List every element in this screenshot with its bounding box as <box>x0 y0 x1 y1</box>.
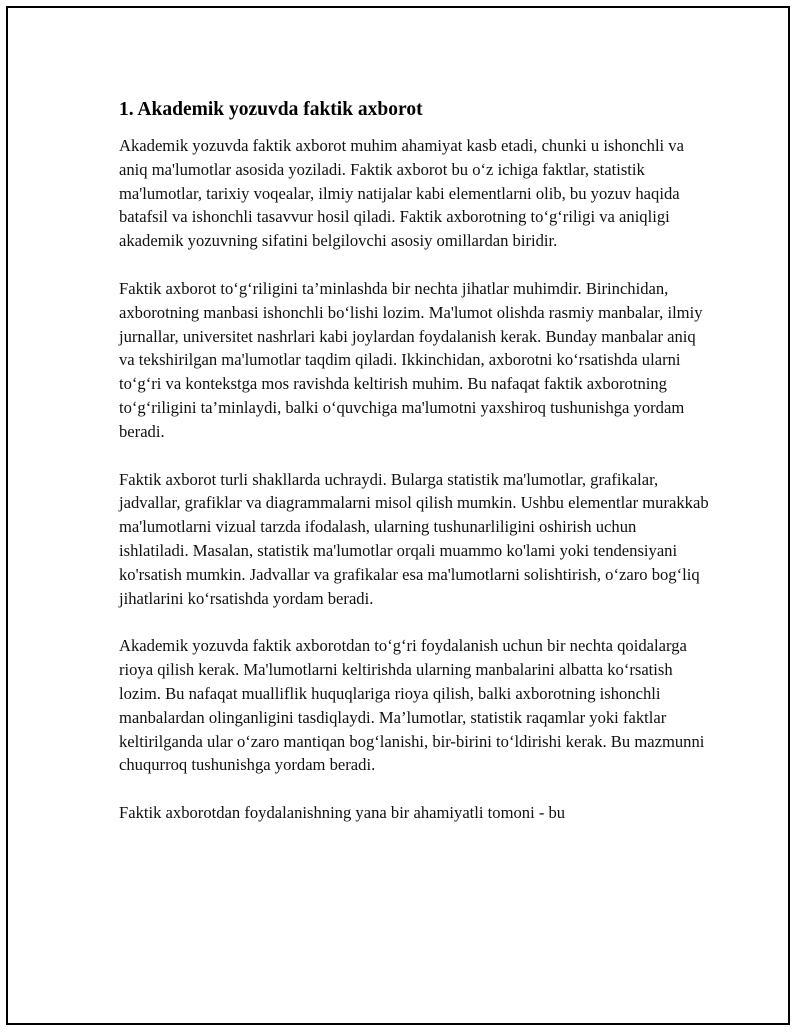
paragraph-1: Akademik yozuvda faktik axborot muhim ahamiyat kasb etadi, chunki u ishonchli va aniq ma'lumotlar asosida yoziladi. Faktik axborot bu o‘z ichiga faktlar, statistik ma'lumotlar, tarixiy voqealar, ilmiy natijalar kabi elementlarni olib, bu yozuv haqida batafsil va ishonchli tasavvur hosil qiladi. Faktik axborotning to‘g‘riligi va aniqligi akademik yozuvning sifatini belgilovchi asosiy omillardan biridir. <box>119 136 684 251</box>
paragraph-2: Faktik axborot to‘g‘riligini ta’minlashda bir nechta jihatlar muhimdir. Birinchidan, axborotning manbasi ishonchli bo‘lishi lozim. Ma'lumot olishda rasmiy manbalar, ilmiy jurnallar, universitet nashrlari kabi joylardan foydalanish kerak. Bunday manbalar aniq va tekshirilgan ma'lumotlar taqdim qiladi. Ikkinchidan, axborotni ko‘rsatishda ularni to‘g‘ri va kontekstga mos ravishda keltirish muhim. Bu nafaqat faktik axborotning to‘g‘riligini ta’minlaydi, balki o‘quvchiga ma'lumotni yaxshiroq tushunishga yordam beradi. <box>119 278 703 441</box>
paragraph-4: Akademik yozuvda faktik axborotdan to‘g‘ri foydalanish uchun bir nechta qoidalarga rioya qilish kerak. Ma'lumotlarni keltirishda ularning manbalarini albatta ko‘rsatish lozim. Bu nafaqat mualliflik huquqlariga rioya qilish, balki axborotning ishonchli manbalardan olinganligini tasdiqlaydi. Ma’lumotlar, statistik raqamlar yoki faktlar keltirilganda ular o‘zaro mantiqan bog‘lanishi, bir-birini to‘ldirishi kerak. Bu mazmunni chuqurroq tushunishga yordam beradi. <box>119 636 705 775</box>
paragraph-5: Faktik axborotdan foydalanishning yana bir ahamiyatli tomoni - bu <box>119 803 566 823</box>
document-title: 1. Akademik yozuvda faktik axborot <box>119 99 423 120</box>
paragraph-3: Faktik axborot turli shakllarda uchraydi. Bularga statistik ma'lumotlar, grafikalar, jadvallar, grafiklar va diagrammalarni misol qilish mumkin. Ushbu elementlar murakkab ma'lumotlarni vizual tarzda ifodalash, ularning tushunarliligini oshirish uchun ishlatiladi. Masalan, statistik ma'lumotlar orqali muammo ko'lami yoki tendensiyani ko'rsatish mumkin. Jadvallar va grafikalar esa ma'lumotlarni solishtirish, o‘zaro bog‘liq jihatlarini ko‘rsatishda yordam beradi. <box>119 469 709 608</box>
document-body <box>119 98 709 849</box>
page-frame <box>6 6 790 1025</box>
